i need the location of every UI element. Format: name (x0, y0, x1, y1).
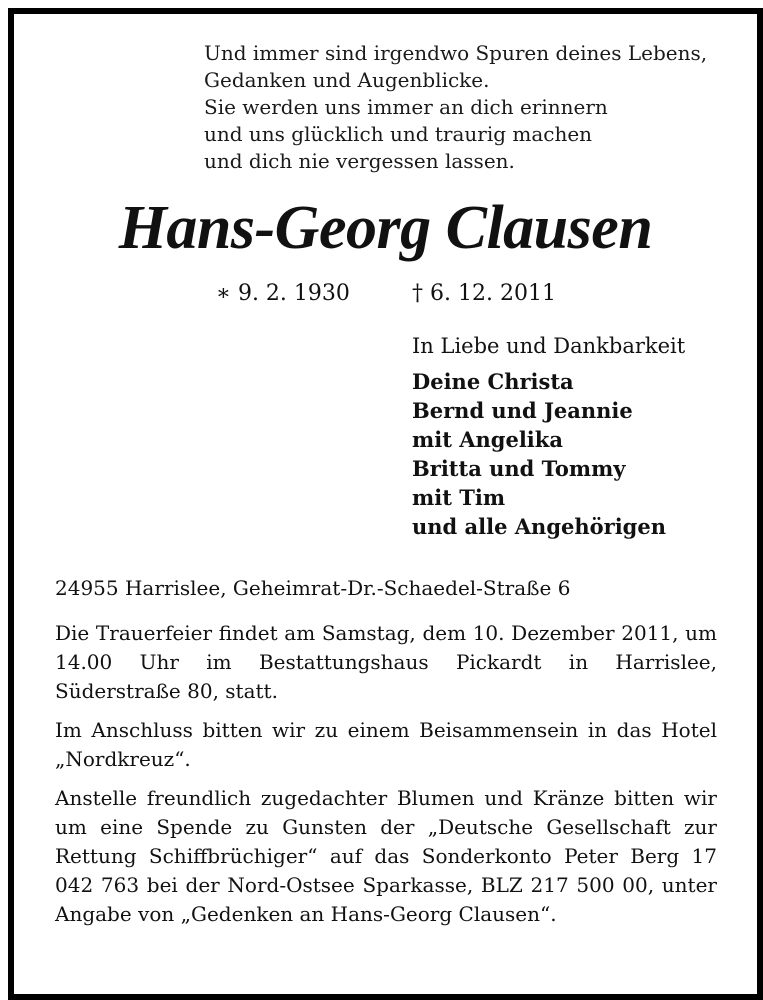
donation-paragraph: Anstelle freundlich zugedachter Blumen und Kränze bitten wir um eine Spende zu Gunsten der „Deutsche Gesellschaft zur Rettung Schiffbrüchiger“ auf das Sonderkonto Peter Berg 17 042 763 bei der Nord-Ostsee Sparkasse, BLZ 217 500 00, unter Angabe von „Gedenken an Hans-Georg Clausen“. (55, 786, 717, 926)
family-signature (412, 332, 685, 541)
poem-line: und uns glücklich und traurig machen (204, 122, 593, 146)
family-intro: In Liebe und Dankbarkeit (412, 334, 686, 358)
ceremony-paragraph: Die Trauerfeier findet am Samstag, dem 10. Dezember 2011, um 14.00 Uhr im Bestattungshaus Pickardt in Harrislee, Süderstraße 80, statt. (55, 621, 717, 703)
family-address: 24955 Harrislee, Geheimrat-Dr.-Schaedel-Straße 6 (55, 576, 571, 600)
poem-line: Sie werden uns immer an dich erinnern (204, 95, 608, 119)
poem-line: Und immer sind irgendwo Spuren deines Lebens, (204, 41, 708, 65)
deceased-name: Hans-Georg Clausen (118, 194, 653, 262)
death-date: † 6. 12. 2011 (412, 281, 556, 306)
family-member: Bernd und Jeannie (412, 398, 633, 423)
family-member: mit Tim (412, 485, 506, 510)
family-member: mit Angelika (412, 427, 563, 452)
family-member: Deine Christa (412, 369, 574, 394)
poem-line: und dich nie vergessen lassen. (204, 149, 515, 173)
family-member: Britta und Tommy (412, 456, 626, 481)
poem-line: Gedanken und Augenblicke. (204, 68, 490, 92)
memorial-poem (204, 40, 707, 175)
obituary-notice (8, 8, 763, 1000)
notice-details (55, 574, 717, 939)
family-member: und alle Angehörigen (412, 514, 666, 539)
birth-date: ∗ 9. 2. 1930 (216, 281, 350, 306)
gathering-paragraph: Im Anschluss bitten wir zu einem Beisammensein in das Hotel „Nordkreuz“. (55, 718, 717, 771)
